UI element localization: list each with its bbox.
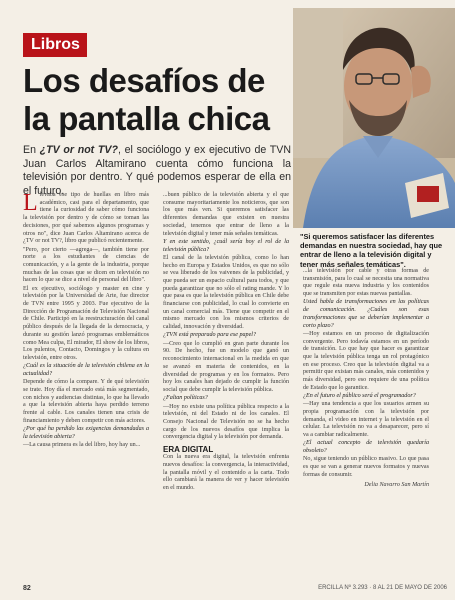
text-column-1 — [23, 192, 149, 582]
column2-paragraph: ...buen público de la televisión abierta y el que consume mayoritariamente los noticieros, que son los que más ven. Si queremos satisfacer las diferentes demandas que existen en nuestra sociedad, tenemos que entrar de lleno a la televisión digital y tener más señales temáticas. — [163, 192, 289, 237]
column1-paragraph: "Pero, por cierto —agrega—, también tiene por norte a los estudiantes de ciencias de comunicación, y a la gente de la industria, porque muchas de las cosas que se dicen en televisión no hacen lo que se dice a nivel de personal del libro". — [23, 246, 149, 284]
column3-paragraph: —Hoy estamos en un proceso de digitalización convergente. Pero todavía estamos en un período de transición. Lo que hay que hacer es garantizar que la televisión pública tenga un rol protagónico en ese proceso. Creo que la televisión digital va a permitir que existan más canales, más contenidos y más diversidad, pero eso requiere de una política de Estado que lo garantice. — [303, 330, 429, 391]
intro-prefix: En — [23, 144, 40, 156]
author-signature: Delia Navarro San Martín — [364, 481, 429, 488]
interview-question: Y en este sentido, ¿cuál sería hoy el rol de la televisión pública? — [163, 238, 289, 253]
column2-paragraph: Con la nueva era digital, la televisión enfrenta nuevos desafíos: la convergencia, la interactividad, la pantalla móvil y el contenido a la carta. Todo ello cambiará la manera de ver y hacer televisión en el mundo. — [163, 454, 289, 492]
column3-paragraph: ...la televisión por cable y otras formas de transmisión, para lo cual se necesita una normativa que regule esta nueva industria y los contenidos que se transmiten por estas nuevas pantallas. — [303, 268, 429, 298]
page-number: 82 — [23, 585, 31, 592]
text-column-3 — [303, 268, 429, 582]
author-photo — [293, 8, 455, 228]
column1-paragraph: —La causa primera es la del libro, hoy hay un... — [23, 442, 141, 449]
interview-question: ¿En el futuro el público será el programador? — [303, 393, 416, 400]
column3-paragraph: No, sigue teniendo un público masivo. Lo que pasa es que se van a generar nuevos formatos y nuevas formas de consumir. — [303, 456, 429, 478]
intro-text: , el sociólogo y ex ejecutivo de TVN Juan Carlos Altamirano cuenta cómo funciona la televisión por dentro. Y qué podemos esperar de ella en el futuro. — [23, 144, 291, 197]
column1-paragraph: Llevaba ese tipo de huellas en libro más académico, casi para el departamento, que tiene la curiosidad de saber cómo funciona la televisión por dentro y de cómo se toman las decisiones, por qué sabemos algunos programas y otros no", dice Juan Carlos Altamirano acerca de ¿TV or not TV?, libro que publicó recientemente. — [23, 190, 149, 245]
interview-question: ¿El actual concepto de televisión quedaría obsoleto? — [303, 440, 429, 455]
issue-footer: ERCILLA Nº 3.293 · 8 AL 21 DE MAYO DE 2006 — [318, 585, 447, 591]
drop-cap: L — [23, 190, 38, 216]
column1-paragraph: El ex ejecutivo, sociólogo y master en cine y televisión por la Universidad de Arte, fue director de TVN entre 1995 y 2003. Fue ejecutivo de la Dirección de Programación de Televisión Nacional de Chile. Participó en la reestructuración del canal público después de la llegada de la democracia, y durante su gestión lanzó programas emblemáticos como Mea culpa, El mirador, El show de los libros, Los pulentos, Contacto, Domingos y la cultura en televisión, entre otros. — [23, 285, 149, 361]
column2-paragraph: —Hoy no existe una política pública respecto a la televisión, ni del Estado ni de los canales. El Consejo Nacional de Televisión no se ha hecho cargo de los nuevos desafíos que implica la convergencia digital y la televisión por demanda. — [163, 403, 289, 441]
subheading-era-digital: ERA DIGITAL — [163, 445, 214, 455]
column2-paragraph: —Creo que lo cumplió en gran parte durante los 90. De hecho, fue un modelo que ganó un reconocimiento internacional en la medida en que se avanzó en materia de contenidos, en la diversidad de programas y en los formatos. Pero hoy los canales han dejado de cumplir la función social que debe cumplir la televisión pública. — [163, 340, 289, 393]
column2-paragraph: El canal de la televisión pública, como lo han hecho en Europa y Estados Unidos, es que no sólo se vea liberado de los vaivenes de la publicidad, y que pueda ser un espacio cultural para todos, y que pueda garantizar que no sólo el rating mande. Y lo que pasa es que la televisión pública en Chile debe financiarse con publicidad, lo cual lo convierte en un canal comercial más. Tiene que competir en el mismo mercado con los mismos criterios de calidad, innovación y diversidad. — [163, 254, 289, 331]
book-title: ¿TV or not TV? — [39, 144, 118, 156]
column3-paragraph: —Hay una tendencia a que los usuarios armen su propia programación con la televisión por demanda, el video en internet y la televisión en el celular. La televisión no va a desaparecer, pero sí va a cambiar radicalmente. — [303, 401, 429, 439]
column1-paragraph: Depende de cómo la compare. Y de qué televisión se trate. Hoy día el mercado está más segmentado, con nichos y audiencias distintas, lo que ha llevado a que la televisión abierta haya perdido terreno frente al cable. Los canales tienen una crisis de financiamiento y deben competir con más actores. — [23, 379, 149, 424]
interview-question: Usted habla de transformaciones en las políticas de comunicación. ¿Cuáles son esas transformaciones que se deberían implementar a corto plazo? — [303, 299, 429, 329]
headline: Los desafíos de la pantalla chica — [23, 62, 270, 137]
section-tag: Libros — [23, 33, 87, 57]
photo-caption: "Si queremos satisfacer las diferentes demandas en nuestra sociedad, hay que entrar de lleno a la televisión digital y tener más señales temáticas". — [300, 232, 443, 269]
interview-question: ¿TVN está preparado para ese papel? — [163, 332, 257, 339]
interview-question: ¿Cuál es la situación de la televisión chilena en la actualidad? — [23, 363, 149, 377]
interview-question: ¿Faltan políticas? — [163, 395, 208, 402]
interview-question: ¿Por qué ha perdido las exigencias demandadas a la televisión abierta? — [23, 426, 149, 440]
intro-paragraph — [23, 144, 291, 198]
text-column-2 — [163, 192, 289, 582]
